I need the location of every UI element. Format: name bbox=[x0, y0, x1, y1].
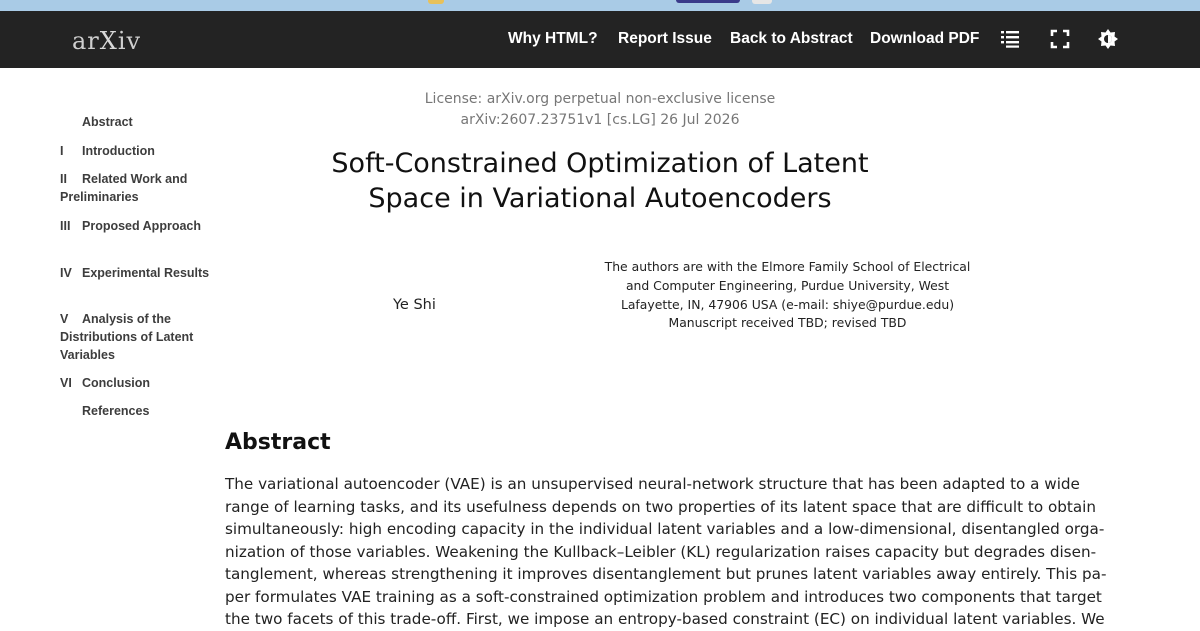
notification-close-icon[interactable] bbox=[752, 0, 772, 4]
notification-icon bbox=[428, 0, 444, 4]
toc-item-label: Analysis of the Distributions of Latent Variables bbox=[60, 312, 194, 362]
browser-notification-strip bbox=[0, 0, 1200, 11]
author-affiliation bbox=[600, 258, 975, 333]
affiliation-line: Lafayette, IN, 47906 USA (e-mail: shiye@purdue.edu) bbox=[620, 296, 955, 312]
abstract-line: range of learning tasks, and its usefulness depends on two properties of its latent space that are difficult to obtain bbox=[225, 498, 1097, 516]
toc-item-conclusion[interactable]: VI Conclusion bbox=[60, 376, 151, 390]
affiliation-line: and Computer Engineering, Purdue University, West bbox=[625, 277, 950, 293]
toc-item-introduction[interactable]: I Introduction bbox=[60, 144, 155, 158]
why-html-link[interactable]: Why HTML? bbox=[508, 30, 598, 47]
table-of-contents-icon[interactable] bbox=[999, 28, 1021, 50]
report-issue-link[interactable]: Report Issue bbox=[618, 30, 712, 47]
toc-item-experimental-results[interactable]: IV Experimental Results bbox=[60, 266, 210, 280]
notification-link[interactable] bbox=[676, 0, 740, 3]
toc-item-label: References bbox=[82, 404, 150, 418]
arxiv-logo[interactable]: arXiv bbox=[72, 27, 142, 55]
abstract-line: The variational autoencoder (VAE) is an unsupervised neural-network structure that has been adapted to a wide bbox=[225, 475, 1080, 493]
paper-title-line: Soft-Constrained Optimization of Latent bbox=[331, 148, 869, 179]
arxiv-id: arXiv:2607.23751v1 [cs.LG] 26 Jul 2026 bbox=[460, 112, 740, 128]
abstract-line: per formulates VAE training as a soft-constrained optimization problem and introduces two components that target bbox=[225, 588, 1102, 606]
toc-item-proposed-approach[interactable]: III Proposed Approach bbox=[60, 219, 201, 233]
back-to-abstract-link[interactable]: Back to Abstract bbox=[730, 30, 853, 47]
navbar bbox=[0, 11, 1200, 68]
abstract-line: the two facets of this trade-off. First, we impose an entropy-based constraint (EC) on individual latent variables. We bbox=[225, 610, 1105, 628]
toc-item-label: Experimental Results bbox=[82, 266, 210, 280]
abstract-heading: Abstract bbox=[225, 430, 331, 455]
toc-item-label: Conclusion bbox=[82, 376, 151, 390]
toc-item-label: Related Work and Preliminaries bbox=[60, 172, 188, 204]
toc-item-related-work[interactable]: II Related Work and Preliminaries bbox=[60, 172, 188, 204]
author-name: Ye Shi bbox=[393, 297, 436, 313]
abstract-line: simultaneously: high encoding capacity in the individual latent variables and a low-dimensional, disentangled orga- bbox=[225, 520, 1105, 538]
toc-item-abstract[interactable] bbox=[60, 113, 210, 131]
fullscreen-icon[interactable] bbox=[1049, 28, 1071, 50]
toc-item-references[interactable] bbox=[60, 402, 210, 420]
affiliation-line: Manuscript received TBD; revised TBD bbox=[668, 315, 907, 331]
license-text[interactable]: License: arXiv.org perpetual non-exclusive license bbox=[424, 91, 776, 107]
abstract-line: tanglement, whereas strengthening it improves disentanglement but prunes latent variables away entirely. This pa- bbox=[225, 565, 1107, 583]
toc-item-analysis[interactable]: V Analysis of the Distributions of Latent Variables bbox=[60, 312, 194, 362]
toc-item-label: Introduction bbox=[82, 144, 155, 158]
download-pdf-link[interactable]: Download PDF bbox=[870, 30, 980, 47]
theme-settings-icon[interactable] bbox=[1097, 28, 1119, 50]
paper-title-line: Space in Variational Autoencoders bbox=[368, 183, 832, 214]
toc-item-label: Abstract bbox=[82, 115, 133, 129]
affiliation-line: The authors are with the Elmore Family School of Electrical bbox=[604, 259, 971, 274]
abstract-line: nization of those variables. Weakening the Kullback–Leibler (KL) regularization raises capacity but degrades disen- bbox=[225, 543, 1097, 561]
toc-item-label: Proposed Approach bbox=[82, 219, 201, 233]
paper-title bbox=[330, 146, 870, 216]
